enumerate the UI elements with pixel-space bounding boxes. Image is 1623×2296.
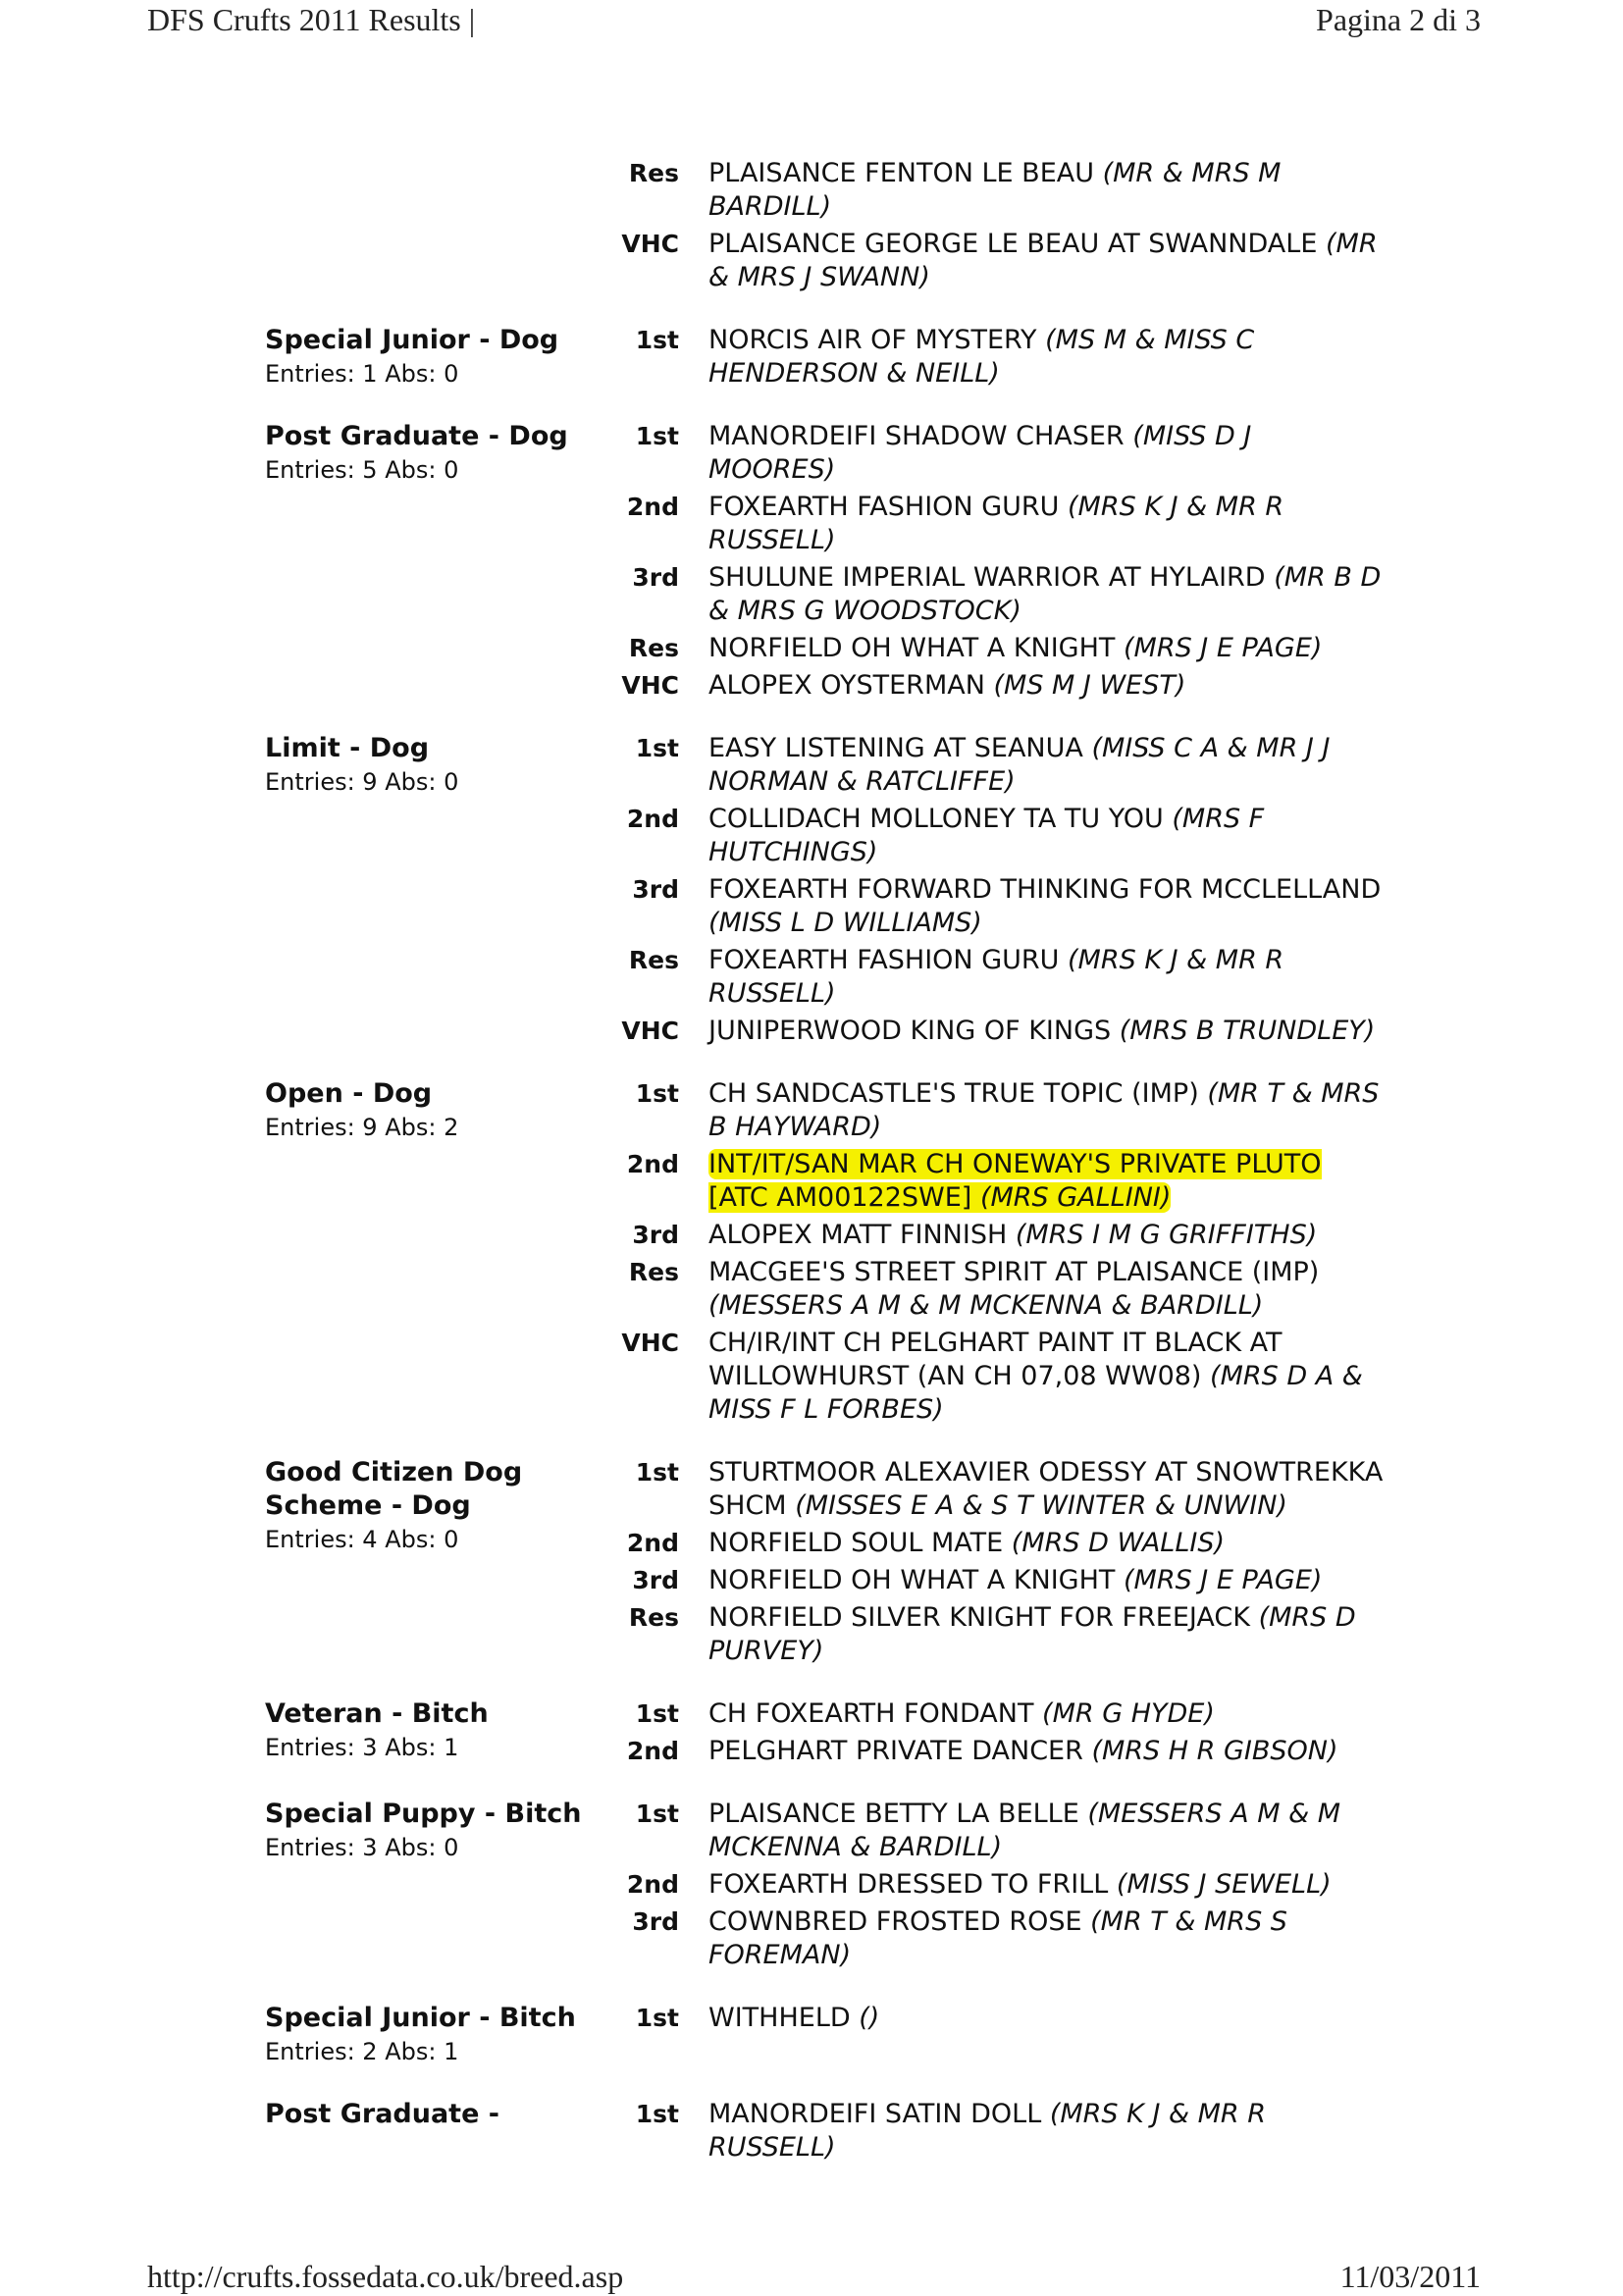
class-info	[265, 1077, 599, 1144]
result-place: 1st	[635, 2004, 679, 2032]
dog-name: PLAISANCE BETTY LA BELLE	[708, 1799, 1079, 1829]
result-row	[599, 561, 1386, 628]
dog-name: PLAISANCE GEORGE LE BEAU AT SWANNDALE	[708, 229, 1318, 259]
class-name: Special Junior - Dog	[265, 325, 559, 355]
entry-text	[708, 733, 1330, 797]
entry-text	[708, 492, 1283, 555]
class-results	[599, 157, 1386, 294]
class-name: Special Junior - Bitch	[265, 2003, 576, 2033]
class-results	[599, 1077, 1386, 1427]
result-entry	[679, 1798, 1386, 1864]
owner-name: (MESSERS A M & M MCKENNA & BARDILL)	[708, 1799, 1340, 1862]
result-entry	[679, 157, 1386, 224]
owner-name: (MRS D WALLIS)	[1011, 1528, 1226, 1558]
result-entry	[679, 732, 1386, 799]
dog-name: NORCIS AIR OF MYSTERY	[708, 325, 1037, 355]
result-entry	[679, 944, 1386, 1011]
owner-name: (MESSERS A M & M MCKENNA & BARDILL)	[708, 1290, 1264, 1321]
highlighted-entry	[708, 1149, 1322, 1213]
entry-text	[708, 325, 1254, 389]
entry-text	[708, 158, 1281, 222]
dog-name: STURTMOOR ALEXAVIER ODESSY AT SNOWTREKKA SHCM	[708, 1457, 1384, 1521]
result-row	[599, 669, 1386, 703]
entry-text	[708, 1565, 1322, 1595]
result-entry	[679, 491, 1386, 557]
dog-name: FOXEARTH FASHION GURU	[708, 945, 1060, 975]
entry-text	[708, 1457, 1383, 1521]
class-results	[599, 324, 1386, 391]
result-place: Res	[628, 634, 679, 662]
result-row	[599, 1148, 1386, 1215]
entry-text	[708, 1906, 1287, 1970]
result-row	[599, 2002, 1386, 2035]
result-row	[599, 1327, 1386, 1427]
result-place: 3rd	[632, 1907, 679, 1936]
dog-name: PELGHART PRIVATE DANCER	[708, 1736, 1083, 1766]
result-place: VHC	[621, 671, 679, 700]
entry-text	[708, 562, 1381, 626]
result-place: 1st	[635, 1800, 679, 1828]
result-entry	[679, 1601, 1386, 1668]
result-place: 3rd	[632, 1566, 679, 1594]
result-entry	[679, 1256, 1386, 1323]
dog-name: SHULUNE IMPERIAL WARRIOR AT HYLAIRD	[708, 562, 1266, 593]
result-row	[599, 732, 1386, 799]
class-entries: Entries: 2 Abs: 1	[265, 2038, 459, 2065]
owner-name: (MS M J WEST)	[993, 670, 1186, 701]
class-block	[265, 732, 1382, 1048]
dog-name: NORFIELD OH WHAT A KNIGHT	[708, 633, 1116, 663]
dog-name: CH FOXEARTH FONDANT	[708, 1698, 1034, 1729]
class-block	[265, 2002, 1374, 2068]
result-row	[599, 1735, 1386, 1768]
result-place: 3rd	[632, 563, 679, 592]
owner-name: (MR & MRS J SWANN)	[708, 229, 1378, 292]
result-place: VHC	[621, 230, 679, 258]
class-block	[265, 2098, 1374, 2165]
owner-name: (MRS K J & MR R RUSSELL)	[708, 492, 1284, 555]
entry-text	[708, 421, 1251, 485]
entry-text	[708, 1799, 1340, 1862]
class-block	[265, 420, 1382, 703]
result-place: 2nd	[626, 493, 679, 521]
result-entry	[679, 228, 1386, 294]
dog-name: WITHHELD	[708, 2003, 851, 2033]
class-name: Post Graduate -	[265, 2099, 500, 2129]
owner-name: (MRS K J & MR R RUSSELL)	[708, 945, 1284, 1009]
class-entries: Entries: 1 Abs: 0	[265, 360, 459, 388]
dog-name: FOXEARTH DRESSED TO FRILL	[708, 1869, 1109, 1900]
dog-name: CH SANDCASTLE'S TRUE TOPIC (IMP)	[708, 1078, 1199, 1109]
result-place: 2nd	[626, 805, 679, 833]
result-place: 3rd	[632, 1221, 679, 1249]
result-entry	[679, 1015, 1386, 1048]
result-row	[599, 1868, 1386, 1902]
dog-name: ALOPEX OYSTERMAN	[708, 670, 985, 701]
class-block	[265, 1697, 1374, 1768]
result-entry	[679, 1735, 1386, 1768]
class-results	[599, 1798, 1386, 1972]
class-entries: Entries: 9 Abs: 0	[265, 768, 459, 796]
class-entries: Entries: 3 Abs: 1	[265, 1734, 459, 1761]
result-place: VHC	[621, 1017, 679, 1045]
class-block	[265, 157, 1378, 294]
owner-name: (MRS J E PAGE)	[1124, 633, 1323, 663]
result-place: Res	[628, 946, 679, 974]
entry-text	[708, 874, 1381, 938]
entry-text	[708, 1257, 1319, 1321]
result-entry	[679, 1219, 1386, 1252]
result-place: 2nd	[626, 1150, 679, 1178]
owner-name: (MR T & MRS B HAYWARD)	[708, 1078, 1380, 1142]
result-row	[599, 1601, 1386, 1668]
owner-name: (MRS GALLINI)	[979, 1182, 1172, 1213]
class-block	[265, 1456, 1384, 1668]
class-entries: Entries: 9 Abs: 2	[265, 1114, 459, 1141]
owner-name: (MISS D J MOORES)	[708, 421, 1252, 485]
dog-name: CH/IR/INT CH PELGHART PAINT IT BLACK AT WILLOWHURST (AN CH 07,08 WW08)	[708, 1328, 1283, 1391]
dog-name: EASY LISTENING AT SEANUA	[708, 733, 1083, 763]
result-row	[599, 1905, 1386, 1972]
entry-text	[708, 1736, 1338, 1766]
result-entry	[679, 1868, 1386, 1902]
class-entries: Entries: 4 Abs: 0	[265, 1526, 459, 1553]
results-list	[265, 157, 1384, 2165]
result-place: 1st	[635, 1079, 679, 1108]
class-results	[599, 1456, 1386, 1668]
class-entries: Entries: 5 Abs: 0	[265, 456, 459, 484]
class-info	[265, 2002, 599, 2068]
owner-name: (MRS H R GIBSON)	[1091, 1736, 1338, 1766]
entry-text	[708, 1016, 1375, 1046]
result-place: 1st	[635, 422, 679, 450]
result-place: 2nd	[626, 1737, 679, 1765]
result-row	[599, 632, 1386, 665]
result-entry	[679, 324, 1386, 391]
class-results	[599, 420, 1386, 703]
result-entry	[679, 669, 1386, 703]
dog-name: ALOPEX MATT FINNISH	[708, 1220, 1008, 1250]
dog-name: COWNBRED FROSTED ROSE	[708, 1906, 1082, 1937]
owner-name: (MRS B TRUNDLEY)	[1119, 1016, 1376, 1046]
entry-text	[708, 229, 1378, 292]
entry-text	[708, 1528, 1225, 1558]
page-header-title: DFS Crufts 2011 Results |	[147, 2, 476, 37]
result-place: VHC	[621, 1329, 679, 1357]
dog-name: COLLIDACH MOLLONEY TA TU YOU	[708, 804, 1164, 834]
result-entry	[679, 1327, 1386, 1427]
result-row	[599, 1798, 1386, 1864]
owner-name: (MS M & MISS C HENDERSON & NEILL)	[708, 325, 1255, 389]
entry-text	[708, 1328, 1363, 1425]
result-entry	[679, 1527, 1386, 1560]
class-name: Good Citizen Dog Scheme - Dog	[265, 1457, 523, 1521]
owner-name: (MRS D A & MISS F L FORBES)	[708, 1361, 1363, 1425]
class-results	[599, 732, 1386, 1048]
result-entry	[679, 632, 1386, 665]
result-row	[599, 1527, 1386, 1560]
dog-name: NORFIELD OH WHAT A KNIGHT	[708, 1565, 1116, 1595]
class-name: Post Graduate - Dog	[265, 421, 568, 451]
owner-name: (MRS I M G GRIFFITHS)	[1015, 1220, 1318, 1250]
owner-name: (MR G HYDE)	[1042, 1698, 1215, 1729]
owner-name: ()	[859, 2003, 880, 2033]
page-footer-url: http://crufts.fossedata.co.uk/breed.asp	[147, 2259, 624, 2294]
result-entry	[679, 420, 1386, 487]
entry-text	[708, 1220, 1317, 1250]
class-info	[265, 732, 599, 799]
result-row	[599, 1077, 1386, 1144]
class-name: Limit - Dog	[265, 733, 430, 763]
class-results	[599, 2098, 1386, 2165]
class-info	[265, 1697, 599, 1764]
dog-name: FOXEARTH FASHION GURU	[708, 492, 1060, 522]
result-row	[599, 1456, 1386, 1523]
result-row	[599, 1697, 1386, 1731]
result-row	[599, 491, 1386, 557]
result-row	[599, 157, 1386, 224]
class-info	[265, 420, 599, 487]
result-entry	[679, 873, 1386, 940]
class-info	[265, 324, 599, 391]
dog-name: JUNIPERWOOD KING OF KINGS	[708, 1016, 1112, 1046]
dog-name: PLAISANCE FENTON LE BEAU	[708, 158, 1094, 188]
class-results	[599, 1697, 1386, 1768]
result-row	[599, 1564, 1386, 1597]
result-place: 1st	[635, 2100, 679, 2128]
result-row	[599, 1256, 1386, 1323]
result-place: 1st	[635, 326, 679, 354]
result-place: 3rd	[632, 875, 679, 904]
class-block	[265, 1077, 1380, 1427]
result-place: 1st	[635, 1699, 679, 1728]
owner-name: (MISS L D WILLIAMS)	[708, 908, 982, 938]
result-row	[599, 944, 1386, 1011]
result-place: Res	[628, 1258, 679, 1286]
class-info	[265, 1798, 599, 1864]
owner-name: (MR T & MRS S FOREMAN)	[708, 1906, 1287, 1970]
class-info	[265, 1456, 599, 1556]
result-row	[599, 228, 1386, 294]
result-row	[599, 1219, 1386, 1252]
result-row	[599, 1015, 1386, 1048]
entry-text	[708, 1698, 1215, 1729]
result-row	[599, 803, 1386, 869]
dog-name: MACGEE'S STREET SPIRIT AT PLAISANCE (IMP)	[708, 1257, 1320, 1287]
owner-name: (MR & MRS M BARDILL)	[708, 158, 1282, 222]
class-info	[265, 2098, 599, 2131]
result-place: Res	[628, 1603, 679, 1632]
result-entry	[679, 561, 1386, 628]
entry-text	[708, 945, 1283, 1009]
dog-name: FOXEARTH FORWARD THINKING FOR MCCLELLAND	[708, 874, 1382, 905]
class-name: Open - Dog	[265, 1078, 433, 1109]
dog-name: MANORDEIFI SATIN DOLL	[708, 2099, 1042, 2129]
owner-name: (MR B D & MRS G WOODSTOCK)	[708, 562, 1382, 626]
entry-text	[708, 2099, 1266, 2163]
result-place: 2nd	[626, 1529, 679, 1557]
dog-name: NORFIELD SOUL MATE	[708, 1528, 1004, 1558]
result-row	[599, 2098, 1386, 2165]
owner-name: (MISS C A & MR J J NORMAN & RATCLIFFE)	[708, 733, 1331, 797]
result-place: 1st	[635, 1458, 679, 1487]
page-number: Pagina 2 di 3	[1316, 2, 1481, 37]
result-entry	[679, 803, 1386, 869]
dog-name: INT/IT/SAN MAR CH ONEWAY'S PRIVATE PLUTO [ATC AM00122SWE]	[708, 1149, 1322, 1213]
result-place: 1st	[635, 734, 679, 762]
result-entry	[679, 1697, 1386, 1731]
page-footer-date: 11/03/2011	[1339, 2259, 1481, 2294]
class-block	[265, 1798, 1374, 1972]
entry-text	[708, 1869, 1332, 1900]
result-entry	[679, 1456, 1386, 1523]
result-entry	[679, 1077, 1386, 1144]
dog-name: NORFIELD SILVER KNIGHT FOR FREEJACK	[708, 1602, 1250, 1633]
entry-text	[708, 1078, 1379, 1142]
owner-name: (MRS F HUTCHINGS)	[708, 804, 1265, 867]
entry-text	[708, 670, 1185, 701]
result-row	[599, 324, 1386, 391]
class-entries: Entries: 3 Abs: 0	[265, 1834, 459, 1861]
owner-name: (MISSES E A & S T WINTER & UNWIN)	[795, 1490, 1287, 1521]
owner-name: (MRS K J & MR R RUSSELL)	[708, 2099, 1267, 2163]
entry-text	[708, 804, 1264, 867]
entry-text	[708, 633, 1322, 663]
class-name: Veteran - Bitch	[265, 1698, 489, 1729]
result-row	[599, 420, 1386, 487]
result-place: 2nd	[626, 1870, 679, 1899]
dog-name: MANORDEIFI SHADOW CHASER	[708, 421, 1125, 451]
owner-name: (MRS J E PAGE)	[1124, 1565, 1323, 1595]
result-entry	[679, 1905, 1386, 1972]
result-row	[599, 873, 1386, 940]
entry-text	[708, 1602, 1356, 1666]
result-place: Res	[628, 159, 679, 187]
class-results	[599, 2002, 1386, 2035]
entry-text	[708, 2003, 879, 2033]
result-entry	[679, 1564, 1386, 1597]
result-entry	[679, 1148, 1386, 1215]
owner-name: (MRS D PURVEY)	[708, 1602, 1356, 1666]
result-entry	[679, 2002, 1386, 2035]
class-block	[265, 324, 1374, 391]
owner-name: (MISS J SEWELL)	[1116, 1869, 1332, 1900]
result-entry	[679, 2098, 1386, 2165]
class-name: Special Puppy - Bitch	[265, 1799, 582, 1829]
